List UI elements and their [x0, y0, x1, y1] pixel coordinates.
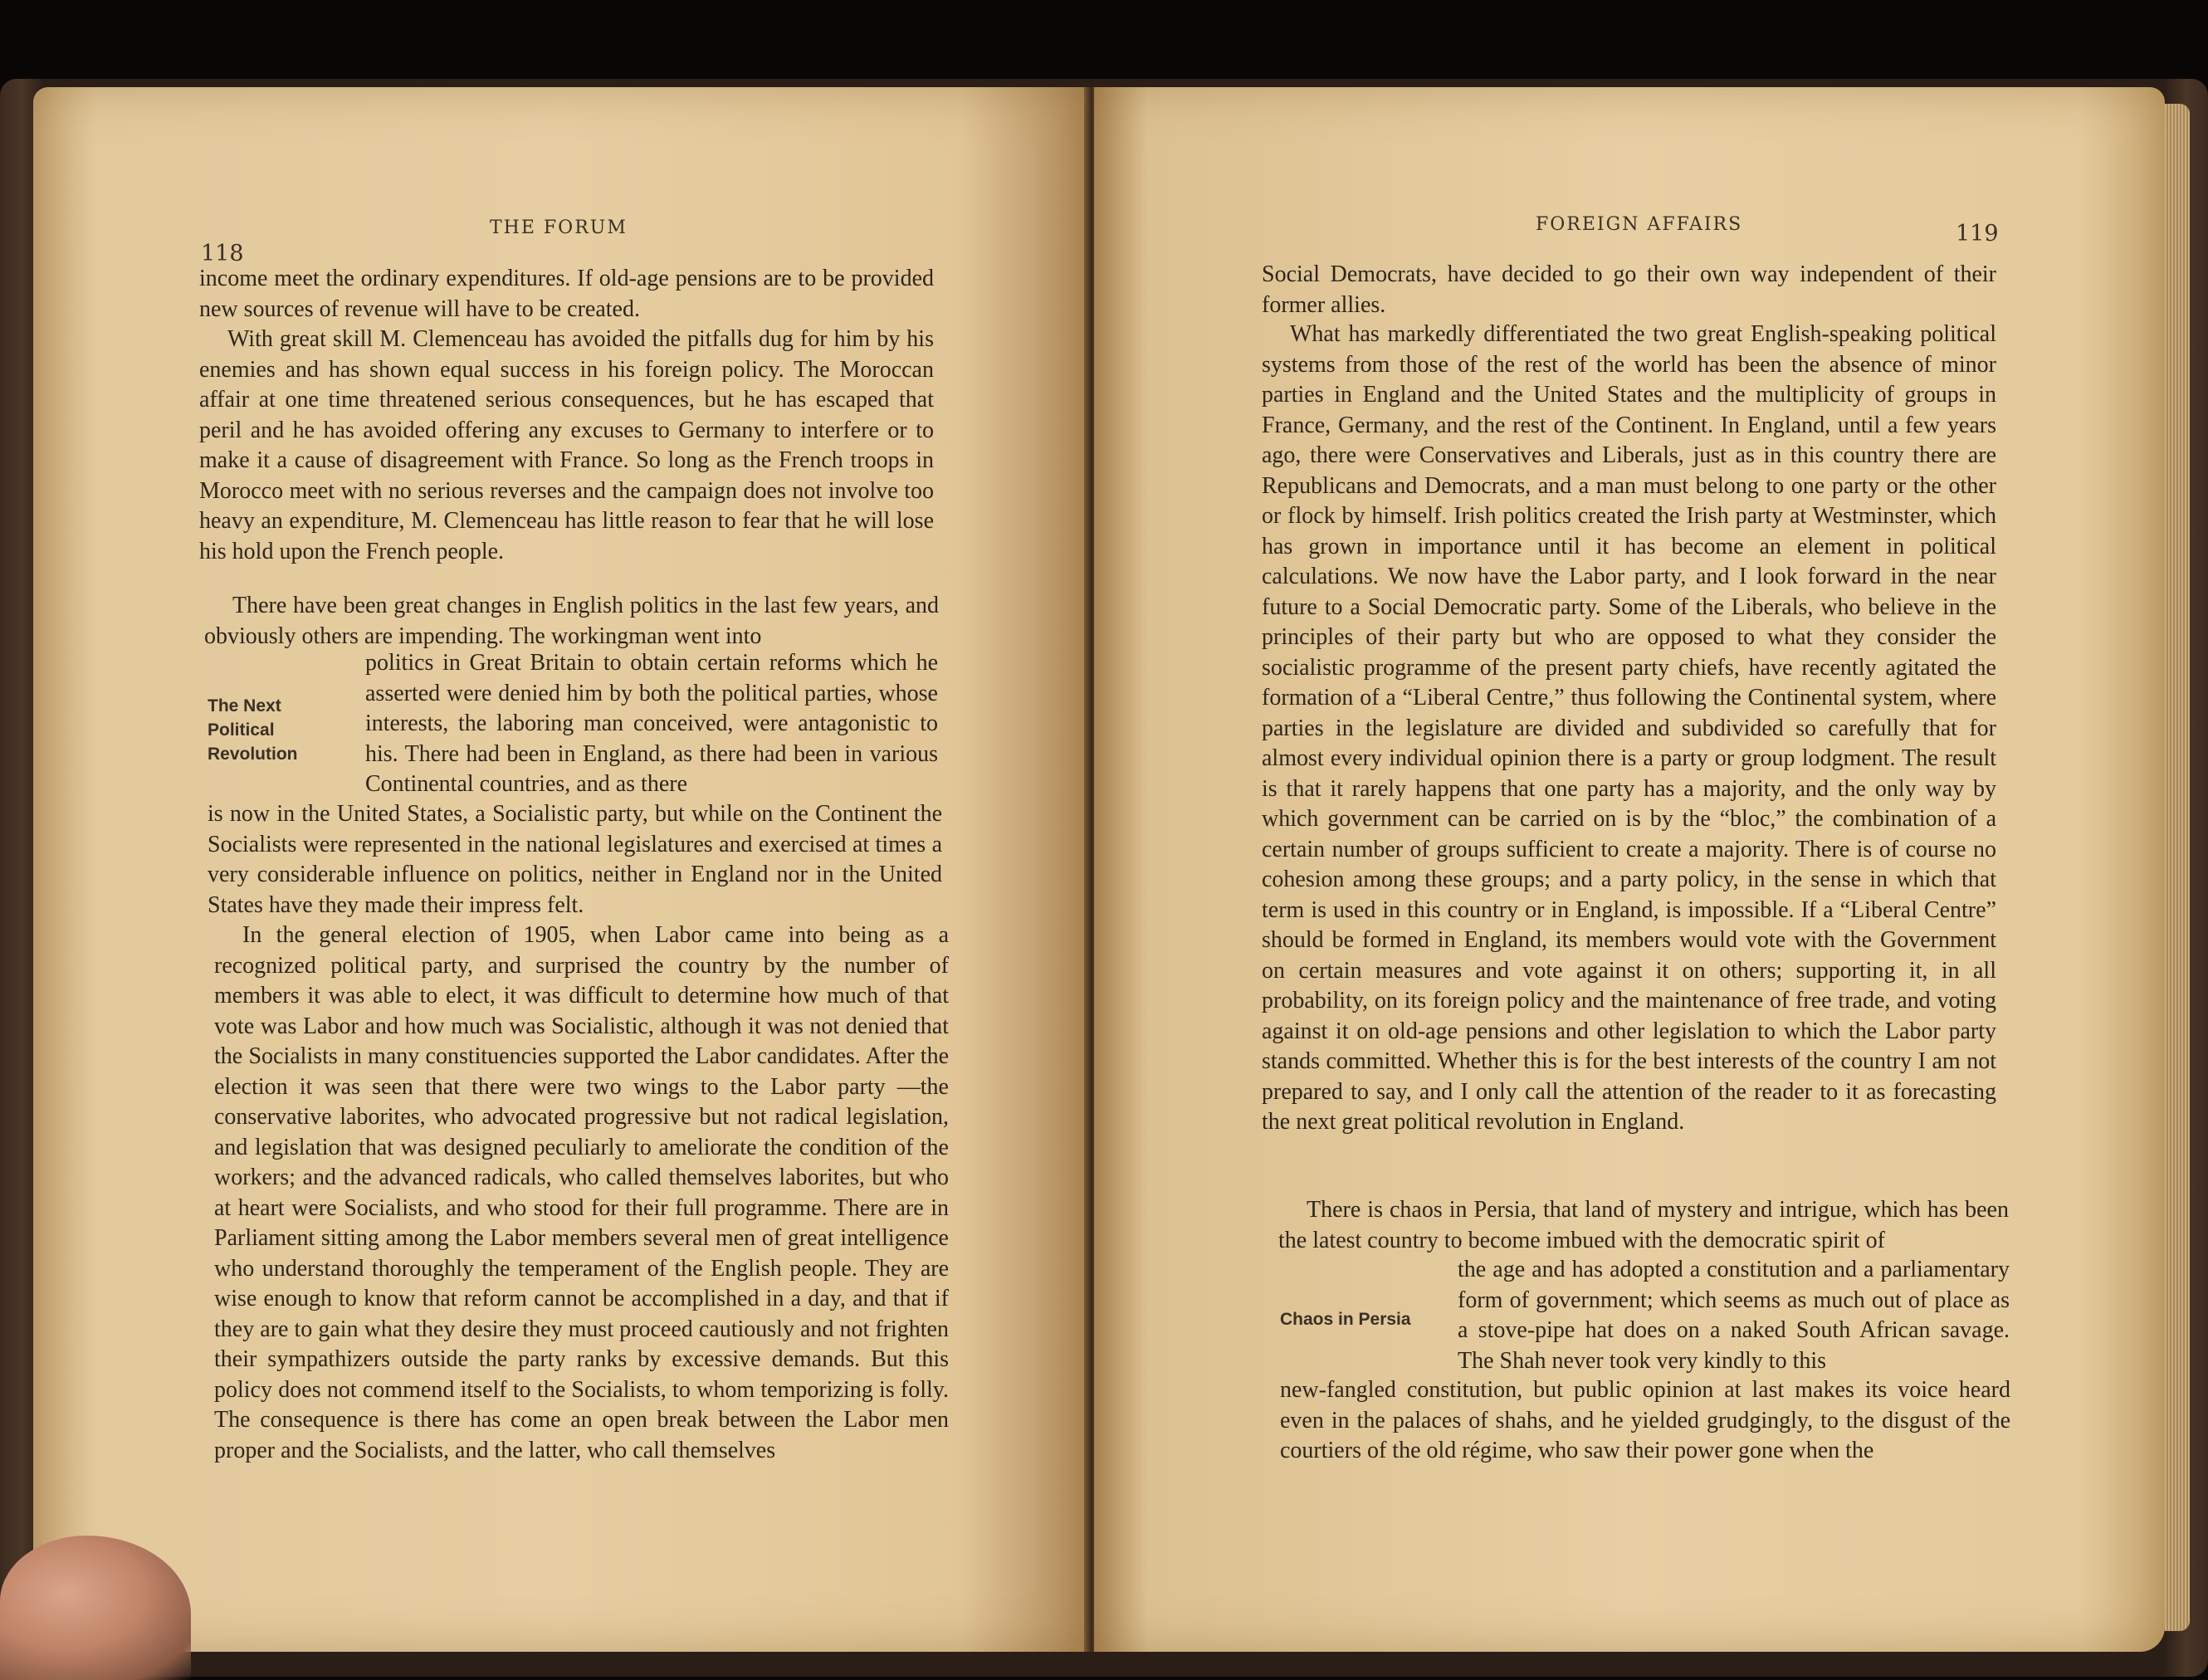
left-paragraph-2: With great skill M. Clemenceau has avoided the pitfalls dug for him by his enemies and has shown equal success in his foreign policy. The Moroccan affair at one time threatened serious consequences, but he has escaped that peril and he has avoided offering any excuses to Germany to interfere or to make it a cause of disagreement with France. So long as the French troops in Morocco meet with no serious reverses and the campaign does not involve too heavy an expenditure, M. Clemenceau has little reason to fear that he will lose his hold upon the French people.: [199, 326, 934, 564]
left-paragraph-5: is now in the United States, a Socialistic party, but while on the Continent the Socialists were represented in the national legislatures and exercised at times a very considerable influence on politics, neither in England nor in the United States have they made their impress felt.: [208, 801, 942, 918]
left-paragraph-1: income meet the ordinary expenditures. If old-age pensions are to be provided new sources of revenue will have to be created.: [199, 266, 934, 322]
right-paragraph-5: new-fangled constitution, but public opinion at last makes its voice heard even in the palaces of shahs, and he yielded grudgingly, to the disgust of the courtiers of the old régime, who saw their power gone when the: [1280, 1377, 2010, 1463]
right-side-heading: Chaos in Persia: [1280, 1310, 1411, 1329]
left-paragraph-4: politics in Great Britain to obtain certain reforms which he asserted were denied him by both the political parties, whose interests, the laboring man conceived, were antagonistic to his. There had been in England, as there had been in various Continental countries, and as there: [365, 650, 938, 797]
right-paragraph-3: There is chaos in Persia, that land of mystery and intrigue, which has been the latest country to become imbued with the democratic spirit of: [1278, 1197, 2009, 1253]
right-page-number: 119: [1956, 221, 1999, 247]
right-running-head: FOREIGN AFFAIRS: [1536, 214, 1743, 235]
left-paragraph-3: There have been great changes in English politics in the last few years, and obviously others are impending. The workingman went into: [204, 593, 939, 649]
page-edges: [2165, 104, 2190, 1631]
right-paragraph-2: What has markedly differentiated the two great English-speaking political systems from those of the rest of the world has been the absence of minor parties in England and the United States and the multiplicity of groups in France, Germany, and the rest of the Continent. In England, until a few years ago, there were Conservatives and Liberals, just as in this country there are Republicans and Democrats, and a man must belong to one party or the other or flock by himself. Irish politics created the Irish party at Westminster, which has grown in importance until it has become an element in political calculations. We now have the Labor party, and I look forward in the near future to a Social Democratic party. Some of the Liberals, who believe in the principles of their party but who are opposed to what they consider the socialistic programme of the present party chiefs, have recently agitated the formation of a “Liberal Centre,” thus following the Continental system, where parties in the legislature are divided and subdivided so carefully that for almost every individual opinion there is a party or group lodgment. The result is that it rarely happens that one party has a majority, and the only way by which government can be carried on is by the “bloc,” the combination of a certain number of groups sufficient to create a majority. There is of course no cohesion among these groups; and a party policy, in the sense in which that term is used in this country or in England, is impossible. If a “Liberal Centre” should be formed in England, its members would vote with the Government on certain measures and vote against it on others; supporting it, in all probability, on its foreign policy and the maintenance of free trade, and voting against it on old-age pensions and other legislation to which the Labor party stands committed. Whether this is for the best interests of the country I am not prepared to say, and I only call the attention of the reader to it as forecasting the next great political revolution in England.: [1262, 321, 1996, 1135]
left-running-head: THE FORUM: [490, 217, 628, 238]
left-side-heading: The Next Political Revolution: [208, 696, 298, 764]
left-page-number: 118: [201, 241, 244, 266]
right-paragraph-4: the age and has adopted a constitution and a parliamentary form of government; which seems as much out of place as a stove-pipe hat does on a naked South African savage. The Shah never took very kindly to this: [1458, 1257, 2010, 1374]
left-paragraph-6: In the general election of 1905, when Labor came into being as a recognized political party, and surprised the country by the number of members it was able to elect, it was difficult to determine how much of that vote was Labor and how much was Socialistic, although it was not denied that the Socialists in many constituencies supported the Labor candidates. After the election it was seen that there were two wings to the Labor party —the conservative laborites, who advocated progressive but not radical legislation, and legislation that was designed peculiarly to ameliorate the condition of the workers; and the advanced radicals, who called themselves laborites, but who at heart were Socialists, and who stood for their full programme. There are in Parliament sitting among the Labor members several men of great intelligence who understand thoroughly the temperament of the English people. They are wise enough to know that reform cannot be accomplished in a day, and that if they are to gain what they desire they must proceed cautiously and not frighten their sympathizers outside the party ranks by excessive demands. But this policy does not commend itself to the Socialists, to whom temporizing is folly. The consequence is there has come an open break between the Labor men proper and the Socialists, and the latter, who call themselves: [214, 922, 949, 1463]
right-paragraph-1: Social Democrats, have decided to go their own way independent of their former allies.: [1262, 261, 1996, 318]
